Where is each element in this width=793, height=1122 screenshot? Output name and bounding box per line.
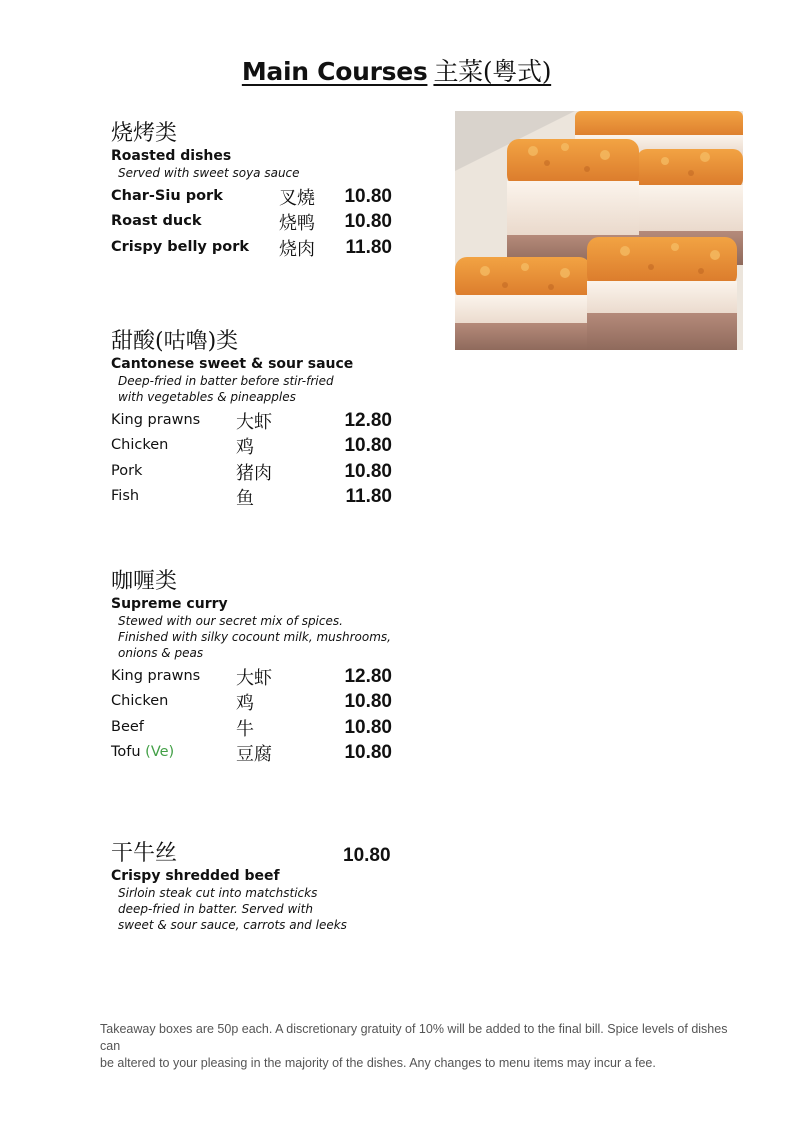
section-cn-title: 咖喱类 (111, 569, 178, 594)
section-description: Served with sweet soya sauce (118, 166, 300, 180)
item-name: Fish (111, 487, 140, 504)
item-chinese: 鸡 (236, 693, 254, 715)
section-sweet-sour (111, 328, 411, 509)
section-curry (111, 568, 411, 765)
section-en-title: Supreme curry (111, 596, 228, 612)
menu-item (111, 715, 411, 740)
section-description: Sirloin steak cut into matchsticks (118, 886, 318, 900)
footer-note (100, 1021, 740, 1072)
item-name-text: Tofu (111, 743, 141, 760)
food-photo (455, 111, 743, 350)
item-price: 10.80 (344, 211, 392, 233)
item-price: 10.80 (344, 186, 392, 207)
page-title (0, 52, 793, 88)
title-cn: 主菜(粤式) (433, 57, 552, 86)
section-description: deep-fried in batter. Served with (118, 902, 313, 916)
section-description: Deep-fried in batter before stir-fried (118, 374, 334, 388)
item-chinese: 牛 (236, 718, 254, 740)
item-chinese: 豆腐 (236, 743, 272, 765)
section-description: onions & peas (118, 646, 204, 660)
item-chinese: 烧肉 (279, 238, 315, 260)
menu-item (111, 664, 411, 689)
item-chinese: 大虾 (236, 668, 272, 689)
item-name: Char-Siu pork (111, 188, 223, 204)
crispy-pork-belly-image (455, 111, 743, 350)
item-price: 11.80 (345, 236, 392, 258)
menu-item (111, 484, 411, 509)
section-cn-title: 干牛丝 (111, 841, 178, 866)
menu-item (111, 184, 411, 209)
item-price: 10.80 (344, 435, 392, 457)
item-chinese: 鸡 (236, 437, 254, 459)
item-price: 12.80 (344, 666, 392, 687)
menu-item (111, 433, 411, 458)
section-description: Finished with silky cocount milk, mushrooms, (118, 630, 391, 644)
menu-item (111, 689, 411, 714)
item-name: Pork (111, 462, 143, 479)
section-cn-title: 烧烤类 (111, 121, 178, 146)
item-price: 10.80 (343, 845, 391, 866)
title-en: Main Courses (241, 57, 428, 86)
item-name: Crispy belly pork (111, 238, 250, 255)
item-name: Beef (111, 718, 144, 735)
item-chinese: 烧鸭 (279, 213, 315, 235)
item-name: King prawns (111, 412, 201, 428)
menu-item (111, 235, 411, 260)
footer-line: be altered to your pleasing in the majority of the dishes. Any changes to menu items may incur a fee. (100, 1056, 656, 1070)
item-chinese: 大虾 (236, 412, 272, 433)
item-name: Chicken (111, 437, 169, 454)
footer-line: Takeaway boxes are 50p each. A discretionary gratuity of 10% will be added to the final bill. Spice levels of dishes can (100, 1022, 728, 1053)
item-chinese: 鱼 (236, 487, 254, 509)
section-description: with vegetables & pineapples (118, 390, 296, 404)
section-description: Stewed with our secret mix of spices. (118, 614, 343, 628)
section-en-title: Cantonese sweet & sour sauce (111, 356, 354, 372)
item-name: King prawns (111, 668, 201, 684)
section-en-title: Roasted dishes (111, 148, 232, 164)
item-chinese: 叉燒 (279, 188, 315, 209)
item-price: 10.80 (344, 716, 392, 738)
item-name: Roast duck (111, 213, 202, 230)
section-en-title: Crispy shredded beef (111, 868, 280, 884)
vegan-tag: (Ve) (145, 743, 175, 760)
section-cn-title: 甜酸(咕嚕)类 (111, 329, 239, 354)
menu-item (111, 740, 411, 765)
item-price: 10.80 (344, 460, 392, 482)
item-price: 10.80 (344, 691, 392, 713)
item-chinese: 猪肉 (236, 462, 272, 484)
item-name: Chicken (111, 693, 169, 710)
menu-item (111, 459, 411, 484)
item-price: 11.80 (345, 485, 392, 507)
item-price: 12.80 (344, 410, 392, 431)
section-roasted (111, 120, 411, 260)
menu-item (111, 408, 411, 433)
section-description: sweet & sour sauce, carrots and leeks (118, 918, 347, 932)
menu-item (111, 209, 411, 234)
item-name (111, 744, 174, 760)
item-price: 10.80 (344, 741, 392, 763)
